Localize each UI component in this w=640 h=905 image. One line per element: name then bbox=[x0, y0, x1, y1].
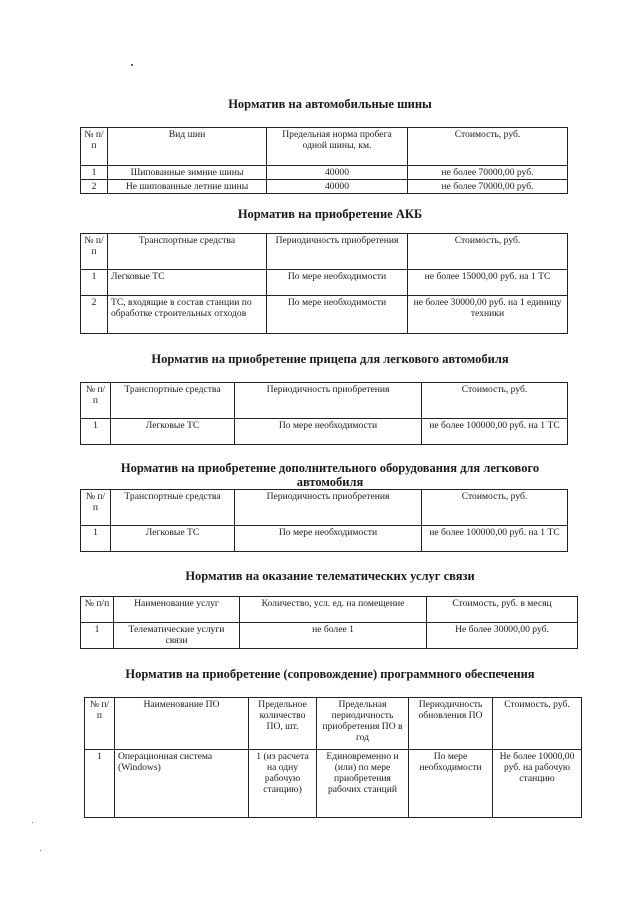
header-cell: Транспортные средства bbox=[108, 234, 267, 270]
header-cell: Наименование услуг bbox=[114, 597, 240, 623]
table-tires bbox=[80, 127, 568, 194]
cell: 1 bbox=[81, 419, 111, 445]
cell: 1 (из расчета на одну рабочую станцию) bbox=[249, 750, 317, 818]
cell: 2 bbox=[81, 296, 108, 334]
header-cell: Наименование ПО bbox=[115, 698, 249, 750]
cell: ТС, входящие в состав станции по обработке строительных отходов bbox=[108, 296, 267, 334]
cell: Шипованные зимние шины bbox=[108, 166, 267, 180]
table-row bbox=[81, 526, 568, 552]
table-row bbox=[81, 270, 568, 296]
header-cell: № п/п bbox=[81, 234, 108, 270]
cell: не более 70000,00 руб. bbox=[408, 166, 568, 180]
cell: Не более 10000,00 руб. на рабочую станцию bbox=[493, 750, 582, 818]
cell: 1 bbox=[81, 526, 111, 552]
cell: Операционная система (Windows) bbox=[115, 750, 249, 818]
table-header-row bbox=[81, 490, 568, 526]
header-cell: № п/п bbox=[81, 490, 111, 526]
cell: не более 15000,00 руб. на 1 ТС bbox=[408, 270, 568, 296]
section-title-tires: Норматив на автомобильные шины bbox=[228, 97, 432, 111]
cell: не более 30000,00 руб. на 1 единицу техники bbox=[408, 296, 568, 334]
cell: Не шипованные летние шины bbox=[108, 180, 267, 194]
cell: Не более 30000,00 руб. bbox=[427, 623, 578, 649]
scan-speck bbox=[32, 822, 33, 823]
scan-speck bbox=[40, 850, 41, 851]
header-cell: № п/п bbox=[81, 383, 111, 419]
cell: Легковые ТС bbox=[111, 526, 235, 552]
header-cell: Периодичность обновления ПО bbox=[409, 698, 493, 750]
cell: По мере необходимости bbox=[267, 296, 408, 334]
cell: По мере необходимости bbox=[409, 750, 493, 818]
cell: По мере необходимости bbox=[235, 419, 422, 445]
header-cell: № п/п bbox=[81, 128, 108, 166]
table-software bbox=[84, 697, 582, 818]
header-cell: Стоимость, руб. bbox=[408, 234, 568, 270]
header-cell: № п/п bbox=[85, 698, 115, 750]
header-cell: Периодичность приобретения bbox=[235, 383, 422, 419]
table-row bbox=[81, 296, 568, 334]
cell: 1 bbox=[81, 166, 108, 180]
table-header-row bbox=[85, 698, 582, 750]
cell: не более 100000,00 руб. на 1 ТС bbox=[422, 526, 568, 552]
table-equipment bbox=[80, 489, 568, 552]
header-cell: Стоимость, руб. bbox=[408, 128, 568, 166]
header-cell: Количество, усл. ед. на помещение bbox=[240, 597, 427, 623]
cell: не более 1 bbox=[240, 623, 427, 649]
header-cell: Периодичность приобретения bbox=[235, 490, 422, 526]
cell: 1 bbox=[81, 270, 108, 296]
table-row bbox=[81, 623, 578, 649]
header-cell: Вид шин bbox=[108, 128, 267, 166]
cell: 1 bbox=[85, 750, 115, 818]
cell: Единовременно и (или) по мере приобретения рабочих станций bbox=[317, 750, 409, 818]
table-header-row bbox=[81, 128, 568, 166]
table-telematics bbox=[80, 596, 578, 649]
table-header-row bbox=[81, 383, 568, 419]
header-cell: № п/п bbox=[81, 597, 114, 623]
header-cell: Предельная периодичность приобретения ПО в год bbox=[317, 698, 409, 750]
section-title-trailer: Норматив на приобретение прицепа для легкового автомобиля bbox=[151, 352, 509, 366]
cell: Телематические услуги связи bbox=[114, 623, 240, 649]
table-trailer bbox=[80, 382, 568, 445]
cell: 40000 bbox=[267, 166, 408, 180]
header-cell: Предельная норма пробега одной шины, км. bbox=[267, 128, 408, 166]
table-row bbox=[81, 180, 568, 194]
header-cell: Транспортные средства bbox=[111, 490, 235, 526]
cell: По мере необходимости bbox=[235, 526, 422, 552]
header-cell: Стоимость, руб. bbox=[493, 698, 582, 750]
cell: 1 bbox=[81, 623, 114, 649]
section-title-batteries: Норматив на приобретение АКБ bbox=[237, 207, 423, 221]
section-title-telematics: Норматив на оказание телематических услуг связи bbox=[185, 569, 475, 583]
cell: 40000 bbox=[267, 180, 408, 194]
table-row bbox=[81, 419, 568, 445]
cell: По мере необходимости bbox=[267, 270, 408, 296]
header-cell: Транспортные средства bbox=[111, 383, 235, 419]
cell: 2 bbox=[81, 180, 108, 194]
cell: Легковые ТС bbox=[108, 270, 267, 296]
table-batteries bbox=[80, 233, 568, 334]
table-header-row bbox=[81, 234, 568, 270]
table-header-row bbox=[81, 597, 578, 623]
cell: не более 100000,00 руб. на 1 ТС bbox=[422, 419, 568, 445]
header-cell: Стоимость, руб. bbox=[422, 490, 568, 526]
cell: Легковые ТС bbox=[111, 419, 235, 445]
cell: не более 70000,00 руб. bbox=[408, 180, 568, 194]
scan-speck bbox=[131, 64, 133, 66]
table-row bbox=[81, 166, 568, 180]
section-title-software: Норматив на приобретение (сопровождение) программного обеспечения bbox=[125, 667, 535, 681]
section-title-equipment: Норматив на приобретение дополнительного оборудования для легкового автомобиля bbox=[120, 461, 540, 489]
table-row bbox=[85, 750, 582, 818]
header-cell: Предельное количество ПО, шт. bbox=[249, 698, 317, 750]
header-cell: Стоимость, руб. bbox=[422, 383, 568, 419]
header-cell: Стоимость, руб. в месяц bbox=[427, 597, 578, 623]
header-cell: Периодичность приобретения bbox=[267, 234, 408, 270]
